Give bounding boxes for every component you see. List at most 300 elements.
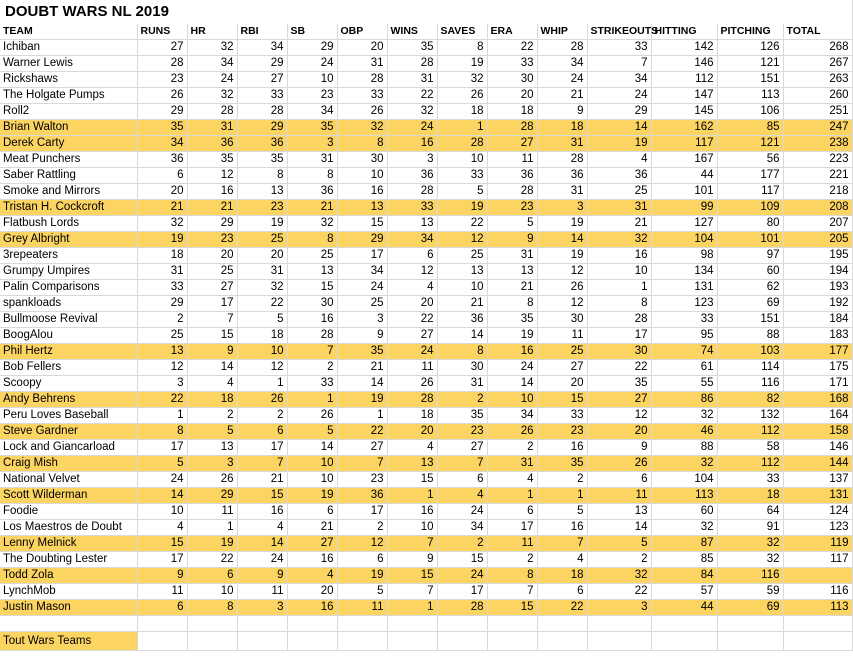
stat-cell[interactable]: 124 xyxy=(783,504,852,520)
stat-cell[interactable]: 218 xyxy=(783,184,852,200)
stat-cell[interactable]: 35 xyxy=(137,120,187,136)
column-header-total[interactable]: TOTAL xyxy=(783,24,852,40)
stat-cell[interactable]: 30 xyxy=(487,72,537,88)
stat-cell[interactable]: 12 xyxy=(337,536,387,552)
stat-cell[interactable]: 35 xyxy=(487,312,537,328)
stat-cell[interactable]: 15 xyxy=(337,216,387,232)
stat-cell[interactable]: 25 xyxy=(187,264,237,280)
stat-cell[interactable]: 85 xyxy=(717,120,783,136)
stat-cell[interactable]: 10 xyxy=(387,520,437,536)
column-header-rbi[interactable]: RBI xyxy=(237,24,287,40)
stat-cell[interactable]: 17 xyxy=(137,440,187,456)
stat-cell[interactable]: 21 xyxy=(337,360,387,376)
stat-cell[interactable]: 126 xyxy=(717,40,783,56)
stat-cell[interactable]: 26 xyxy=(387,376,437,392)
stat-cell[interactable]: 60 xyxy=(651,504,717,520)
stat-cell[interactable]: 13 xyxy=(437,264,487,280)
stat-cell[interactable]: 33 xyxy=(437,168,487,184)
stat-cell[interactable]: 80 xyxy=(717,216,783,232)
stat-cell[interactable]: 6 xyxy=(187,568,237,584)
stat-cell[interactable]: 36 xyxy=(137,152,187,168)
stat-cell[interactable]: 11 xyxy=(137,584,187,600)
stat-cell[interactable]: 28 xyxy=(537,152,587,168)
stat-cell[interactable]: 7 xyxy=(387,584,437,600)
stat-cell[interactable]: 18 xyxy=(137,248,187,264)
stat-cell[interactable]: 6 xyxy=(587,472,651,488)
stat-cell[interactable]: 12 xyxy=(187,168,237,184)
stat-cell[interactable]: 20 xyxy=(187,248,237,264)
empty-cell[interactable] xyxy=(187,632,237,651)
team-name-cell[interactable]: Lenny Melnick xyxy=(0,536,137,552)
stat-cell[interactable]: 6 xyxy=(337,552,387,568)
stat-cell[interactable]: 24 xyxy=(337,280,387,296)
stat-cell[interactable]: 32 xyxy=(187,88,237,104)
stat-cell[interactable]: 23 xyxy=(487,200,537,216)
stat-cell[interactable]: 88 xyxy=(651,440,717,456)
stat-cell[interactable]: 22 xyxy=(137,392,187,408)
stat-cell[interactable]: 23 xyxy=(137,72,187,88)
stat-cell[interactable]: 177 xyxy=(717,168,783,184)
stat-cell[interactable]: 28 xyxy=(337,72,387,88)
stat-cell[interactable]: 2 xyxy=(437,392,487,408)
stat-cell[interactable]: 21 xyxy=(137,200,187,216)
stat-cell[interactable]: 22 xyxy=(387,312,437,328)
stat-cell[interactable]: 1 xyxy=(587,280,651,296)
stat-cell[interactable]: 104 xyxy=(651,232,717,248)
stat-cell[interactable]: 33 xyxy=(237,88,287,104)
stat-cell[interactable]: 116 xyxy=(783,584,852,600)
stat-cell[interactable]: 20 xyxy=(387,296,437,312)
stat-cell[interactable]: 27 xyxy=(437,440,487,456)
team-name-cell[interactable]: spankloads xyxy=(0,296,137,312)
stat-cell[interactable]: 13 xyxy=(187,440,237,456)
stat-cell[interactable]: 20 xyxy=(537,376,587,392)
stat-cell[interactable]: 18 xyxy=(187,392,237,408)
stat-cell[interactable]: 18 xyxy=(537,568,587,584)
stat-cell[interactable]: 251 xyxy=(783,104,852,120)
stat-cell[interactable]: 121 xyxy=(717,56,783,72)
team-name-cell[interactable]: Steve Gardner xyxy=(0,424,137,440)
stat-cell[interactable]: 18 xyxy=(437,104,487,120)
stat-cell[interactable]: 22 xyxy=(587,584,651,600)
empty-cell[interactable] xyxy=(437,616,487,632)
stat-cell[interactable]: 205 xyxy=(783,232,852,248)
stat-cell[interactable]: 58 xyxy=(717,440,783,456)
stat-cell[interactable]: 31 xyxy=(437,376,487,392)
stat-cell[interactable]: 36 xyxy=(387,168,437,184)
stat-cell[interactable]: 26 xyxy=(587,456,651,472)
stat-cell[interactable]: 11 xyxy=(487,152,537,168)
stat-cell[interactable]: 15 xyxy=(437,552,487,568)
stat-cell[interactable]: 25 xyxy=(437,248,487,264)
stat-cell[interactable]: 268 xyxy=(783,40,852,56)
stat-cell[interactable]: 32 xyxy=(587,568,651,584)
stat-cell[interactable]: 9 xyxy=(187,344,237,360)
stat-cell[interactable]: 11 xyxy=(587,488,651,504)
team-name-cell[interactable]: Roll2 xyxy=(0,104,137,120)
team-name-cell[interactable]: Justin Mason xyxy=(0,600,137,616)
stat-cell[interactable]: 134 xyxy=(651,264,717,280)
stat-cell[interactable]: 23 xyxy=(187,232,237,248)
stat-cell[interactable]: 36 xyxy=(487,168,537,184)
column-header-whip[interactable]: WHIP xyxy=(537,24,587,40)
stat-cell[interactable]: 23 xyxy=(337,472,387,488)
stat-cell[interactable]: 35 xyxy=(287,120,337,136)
stat-cell[interactable]: 32 xyxy=(651,408,717,424)
stat-cell[interactable]: 3 xyxy=(187,456,237,472)
stat-cell[interactable]: 25 xyxy=(287,248,337,264)
stat-cell[interactable]: 15 xyxy=(287,280,337,296)
stat-cell[interactable]: 32 xyxy=(651,456,717,472)
stat-cell[interactable]: 32 xyxy=(287,216,337,232)
stat-cell[interactable]: 238 xyxy=(783,136,852,152)
stat-cell[interactable]: 31 xyxy=(287,152,337,168)
stat-cell[interactable]: 4 xyxy=(187,376,237,392)
empty-cell[interactable] xyxy=(783,632,852,651)
stat-cell[interactable]: 6 xyxy=(487,504,537,520)
stat-cell[interactable]: 3 xyxy=(137,376,187,392)
stat-cell[interactable]: 13 xyxy=(337,200,387,216)
stat-cell[interactable]: 7 xyxy=(187,312,237,328)
stat-cell[interactable]: 16 xyxy=(487,344,537,360)
stat-cell[interactable]: 10 xyxy=(287,456,337,472)
stat-cell[interactable]: 34 xyxy=(487,408,537,424)
stat-cell[interactable]: 36 xyxy=(237,136,287,152)
stat-cell[interactable]: 26 xyxy=(287,408,337,424)
stat-cell[interactable]: 29 xyxy=(187,216,237,232)
stat-cell[interactable]: 22 xyxy=(337,424,387,440)
column-header-pitching[interactable]: PITCHING xyxy=(717,24,783,40)
column-header-hitting[interactable]: HITTING xyxy=(651,24,717,40)
stat-cell[interactable]: 35 xyxy=(587,376,651,392)
stat-cell[interactable]: 10 xyxy=(437,280,487,296)
stat-cell[interactable]: 260 xyxy=(783,88,852,104)
stat-cell[interactable]: 9 xyxy=(137,568,187,584)
stat-cell[interactable]: 2 xyxy=(287,360,337,376)
empty-cell[interactable] xyxy=(437,632,487,651)
stat-cell[interactable]: 34 xyxy=(137,136,187,152)
empty-cell[interactable] xyxy=(537,616,587,632)
stat-cell[interactable]: 168 xyxy=(783,392,852,408)
stat-cell[interactable]: 24 xyxy=(537,72,587,88)
stat-cell[interactable]: 15 xyxy=(137,536,187,552)
team-name-cell[interactable]: Tristan H. Cockcroft xyxy=(0,200,137,216)
stat-cell[interactable]: 9 xyxy=(337,328,387,344)
stat-cell[interactable]: 19 xyxy=(337,568,387,584)
stat-cell[interactable]: 146 xyxy=(651,56,717,72)
stat-cell[interactable]: 31 xyxy=(187,120,237,136)
team-name-cell[interactable]: Smoke and Mirrors xyxy=(0,184,137,200)
stat-cell[interactable]: 26 xyxy=(537,280,587,296)
stat-cell[interactable]: 7 xyxy=(487,584,537,600)
stat-cell[interactable]: 25 xyxy=(137,328,187,344)
stat-cell[interactable]: 17 xyxy=(437,584,487,600)
stat-cell[interactable]: 8 xyxy=(587,296,651,312)
stat-cell[interactable]: 16 xyxy=(237,504,287,520)
column-header-strikeouts[interactable]: STRIKEOUTS xyxy=(587,24,651,40)
stat-cell[interactable]: 29 xyxy=(137,104,187,120)
team-name-cell[interactable]: Scoopy xyxy=(0,376,137,392)
stat-cell[interactable]: 27 xyxy=(187,280,237,296)
stat-cell[interactable]: 116 xyxy=(717,568,783,584)
stat-cell[interactable]: 23 xyxy=(237,200,287,216)
stat-cell[interactable]: 34 xyxy=(337,264,387,280)
stat-cell[interactable]: 19 xyxy=(587,136,651,152)
stat-cell[interactable]: 7 xyxy=(387,536,437,552)
stat-cell[interactable]: 26 xyxy=(487,424,537,440)
stat-cell[interactable]: 28 xyxy=(587,312,651,328)
stat-cell[interactable]: 24 xyxy=(287,56,337,72)
team-name-cell[interactable]: Palin Comparisons xyxy=(0,280,137,296)
stat-cell[interactable]: 9 xyxy=(237,568,287,584)
stat-cell[interactable]: 13 xyxy=(587,504,651,520)
stat-cell[interactable]: 21 xyxy=(537,88,587,104)
stat-cell[interactable]: 192 xyxy=(783,296,852,312)
stat-cell[interactable]: 25 xyxy=(237,232,287,248)
stat-cell[interactable]: 184 xyxy=(783,312,852,328)
stat-cell[interactable]: 267 xyxy=(783,56,852,72)
stat-cell[interactable]: 131 xyxy=(651,280,717,296)
team-name-cell[interactable]: Foodie xyxy=(0,504,137,520)
stat-cell[interactable]: 8 xyxy=(237,168,287,184)
stat-cell[interactable]: 69 xyxy=(717,296,783,312)
stat-cell[interactable]: 123 xyxy=(783,520,852,536)
stat-cell[interactable]: 1 xyxy=(137,408,187,424)
stat-cell[interactable]: 4 xyxy=(437,488,487,504)
stat-cell[interactable]: 24 xyxy=(437,504,487,520)
stat-cell[interactable]: 14 xyxy=(587,120,651,136)
stat-cell[interactable]: 1 xyxy=(337,408,387,424)
stat-cell[interactable]: 61 xyxy=(651,360,717,376)
stat-cell[interactable]: 8 xyxy=(287,232,337,248)
stat-cell[interactable]: 132 xyxy=(717,408,783,424)
stat-cell[interactable]: 28 xyxy=(437,136,487,152)
team-name-cell[interactable]: Rickshaws xyxy=(0,72,137,88)
stat-cell[interactable]: 109 xyxy=(717,200,783,216)
stat-cell[interactable]: 12 xyxy=(537,296,587,312)
stat-cell[interactable]: 113 xyxy=(783,600,852,616)
stat-cell[interactable]: 10 xyxy=(237,344,287,360)
stat-cell[interactable]: 117 xyxy=(717,184,783,200)
stat-cell[interactable]: 26 xyxy=(137,88,187,104)
stat-cell[interactable]: 17 xyxy=(487,520,537,536)
stat-cell[interactable]: 30 xyxy=(537,312,587,328)
stat-cell[interactable]: 15 xyxy=(237,488,287,504)
empty-cell[interactable] xyxy=(717,632,783,651)
team-name-cell[interactable]: Bob Fellers xyxy=(0,360,137,376)
stat-cell[interactable]: 5 xyxy=(187,424,237,440)
stat-cell[interactable]: 3 xyxy=(537,200,587,216)
stat-cell[interactable]: 97 xyxy=(717,248,783,264)
stat-cell[interactable]: 31 xyxy=(237,264,287,280)
stat-cell[interactable]: 208 xyxy=(783,200,852,216)
stat-cell[interactable]: 29 xyxy=(137,296,187,312)
stat-cell[interactable]: 116 xyxy=(717,376,783,392)
stat-cell[interactable]: 5 xyxy=(437,184,487,200)
stat-cell[interactable]: 16 xyxy=(587,248,651,264)
stat-cell[interactable]: 167 xyxy=(651,152,717,168)
stat-cell[interactable]: 9 xyxy=(587,440,651,456)
stat-cell[interactable]: 16 xyxy=(537,440,587,456)
stat-cell[interactable]: 28 xyxy=(437,600,487,616)
stat-cell[interactable]: 33 xyxy=(487,56,537,72)
stat-cell[interactable]: 34 xyxy=(587,72,651,88)
stat-cell[interactable]: 98 xyxy=(651,248,717,264)
stat-cell[interactable]: 57 xyxy=(651,584,717,600)
stat-cell[interactable]: 4 xyxy=(487,472,537,488)
stat-cell[interactable]: 175 xyxy=(783,360,852,376)
stat-cell[interactable]: 36 xyxy=(587,168,651,184)
stat-cell[interactable]: 2 xyxy=(337,520,387,536)
stat-cell[interactable]: 18 xyxy=(237,328,287,344)
stat-cell[interactable]: 21 xyxy=(287,520,337,536)
stat-cell[interactable]: 29 xyxy=(237,120,287,136)
stat-cell[interactable]: 14 xyxy=(337,376,387,392)
team-name-cell[interactable]: Grumpy Umpires xyxy=(0,264,137,280)
stat-cell[interactable]: 2 xyxy=(537,472,587,488)
stat-cell[interactable]: 26 xyxy=(337,104,387,120)
empty-cell[interactable] xyxy=(487,616,537,632)
team-name-cell[interactable]: Flatbush Lords xyxy=(0,216,137,232)
stat-cell[interactable]: 21 xyxy=(187,200,237,216)
stat-cell[interactable]: 1 xyxy=(537,488,587,504)
stat-cell[interactable]: 29 xyxy=(337,232,387,248)
stat-cell[interactable]: 14 xyxy=(187,360,237,376)
stat-cell[interactable]: 28 xyxy=(387,56,437,72)
stat-cell[interactable]: 7 xyxy=(437,456,487,472)
stat-cell[interactable]: 13 xyxy=(287,264,337,280)
team-name-cell[interactable]: The Holgate Pumps xyxy=(0,88,137,104)
stat-cell[interactable]: 17 xyxy=(337,248,387,264)
team-name-cell[interactable]: Todd Zola xyxy=(0,568,137,584)
stat-cell[interactable]: 193 xyxy=(783,280,852,296)
empty-cell[interactable] xyxy=(237,632,287,651)
stat-cell[interactable]: 6 xyxy=(437,472,487,488)
stat-cell[interactable]: 19 xyxy=(437,56,487,72)
stat-cell[interactable]: 69 xyxy=(717,600,783,616)
stat-cell[interactable]: 25 xyxy=(337,296,387,312)
stat-cell[interactable]: 31 xyxy=(537,184,587,200)
stat-cell[interactable]: 5 xyxy=(587,536,651,552)
stat-cell[interactable]: 24 xyxy=(437,568,487,584)
stat-cell[interactable]: 1 xyxy=(487,488,537,504)
stat-cell[interactable]: 16 xyxy=(537,520,587,536)
stat-cell[interactable]: 17 xyxy=(187,296,237,312)
stat-cell[interactable]: 3 xyxy=(387,152,437,168)
stat-cell[interactable]: 88 xyxy=(717,328,783,344)
stat-cell[interactable]: 221 xyxy=(783,168,852,184)
stat-cell[interactable]: 31 xyxy=(387,72,437,88)
stat-cell[interactable]: 8 xyxy=(187,600,237,616)
stat-cell[interactable]: 1 xyxy=(437,120,487,136)
stat-cell[interactable]: 34 xyxy=(387,232,437,248)
team-name-cell[interactable]: 3repeaters xyxy=(0,248,137,264)
stat-cell[interactable]: 17 xyxy=(237,440,287,456)
stat-cell[interactable]: 15 xyxy=(537,392,587,408)
stat-cell[interactable]: 123 xyxy=(651,296,717,312)
stat-cell[interactable]: 17 xyxy=(587,328,651,344)
stat-cell[interactable]: 19 xyxy=(187,536,237,552)
stat-cell[interactable]: 10 xyxy=(587,264,651,280)
stat-cell[interactable]: 18 xyxy=(717,488,783,504)
stat-cell[interactable]: 86 xyxy=(651,392,717,408)
stat-cell[interactable]: 263 xyxy=(783,72,852,88)
stat-cell[interactable]: 35 xyxy=(237,152,287,168)
stat-cell[interactable]: 20 xyxy=(587,424,651,440)
stat-cell[interactable]: 8 xyxy=(337,136,387,152)
stat-cell[interactable]: 22 xyxy=(537,600,587,616)
stat-cell[interactable]: 10 xyxy=(487,392,537,408)
stat-cell[interactable]: 119 xyxy=(783,536,852,552)
stat-cell[interactable]: 2 xyxy=(587,552,651,568)
stat-cell[interactable]: 171 xyxy=(783,376,852,392)
stat-cell[interactable]: 19 xyxy=(487,328,537,344)
stat-cell[interactable]: 6 xyxy=(287,504,337,520)
stat-cell[interactable]: 28 xyxy=(487,120,537,136)
stat-cell[interactable] xyxy=(783,568,852,584)
stat-cell[interactable]: 5 xyxy=(237,312,287,328)
stat-cell[interactable]: 32 xyxy=(337,120,387,136)
stat-cell[interactable]: 114 xyxy=(717,360,783,376)
stat-cell[interactable]: 11 xyxy=(537,328,587,344)
stat-cell[interactable]: 24 xyxy=(587,88,651,104)
stat-cell[interactable]: 33 xyxy=(337,88,387,104)
stat-cell[interactable]: 16 xyxy=(287,552,337,568)
empty-cell[interactable] xyxy=(0,616,137,632)
stat-cell[interactable]: 26 xyxy=(187,472,237,488)
empty-cell[interactable] xyxy=(187,616,237,632)
stat-cell[interactable]: 101 xyxy=(717,232,783,248)
team-name-cell[interactable]: Derek Carty xyxy=(0,136,137,152)
stat-cell[interactable]: 20 xyxy=(287,584,337,600)
stat-cell[interactable]: 44 xyxy=(651,168,717,184)
stat-cell[interactable]: 6 xyxy=(237,424,287,440)
stat-cell[interactable]: 2 xyxy=(187,408,237,424)
empty-cell[interactable] xyxy=(137,632,187,651)
stat-cell[interactable]: 33 xyxy=(137,280,187,296)
stat-cell[interactable]: 8 xyxy=(137,424,187,440)
stat-cell[interactable]: 20 xyxy=(137,184,187,200)
empty-cell[interactable] xyxy=(587,632,651,651)
stat-cell[interactable]: 21 xyxy=(587,216,651,232)
stat-cell[interactable]: 32 xyxy=(717,536,783,552)
stat-cell[interactable]: 13 xyxy=(487,264,537,280)
stat-cell[interactable]: 11 xyxy=(387,360,437,376)
stat-cell[interactable]: 28 xyxy=(287,328,337,344)
stat-cell[interactable]: 10 xyxy=(437,152,487,168)
column-header-runs[interactable]: RUNS xyxy=(137,24,187,40)
stat-cell[interactable]: 99 xyxy=(651,200,717,216)
stat-cell[interactable]: 36 xyxy=(187,136,237,152)
stat-cell[interactable]: 13 xyxy=(237,184,287,200)
stat-cell[interactable]: 44 xyxy=(651,600,717,616)
stat-cell[interactable]: 12 xyxy=(587,408,651,424)
stat-cell[interactable]: 21 xyxy=(487,280,537,296)
stat-cell[interactable]: 7 xyxy=(287,344,337,360)
stat-cell[interactable]: 8 xyxy=(487,296,537,312)
stat-cell[interactable]: 4 xyxy=(287,568,337,584)
stat-cell[interactable]: 9 xyxy=(387,552,437,568)
column-header-obp[interactable]: OBP xyxy=(337,24,387,40)
stat-cell[interactable]: 12 xyxy=(437,232,487,248)
stat-cell[interactable]: 35 xyxy=(187,152,237,168)
stat-cell[interactable]: 18 xyxy=(387,408,437,424)
empty-cell[interactable] xyxy=(487,632,537,651)
stat-cell[interactable]: 36 xyxy=(337,488,387,504)
stat-cell[interactable]: 22 xyxy=(587,360,651,376)
stat-cell[interactable]: 10 xyxy=(137,504,187,520)
stat-cell[interactable]: 151 xyxy=(717,312,783,328)
